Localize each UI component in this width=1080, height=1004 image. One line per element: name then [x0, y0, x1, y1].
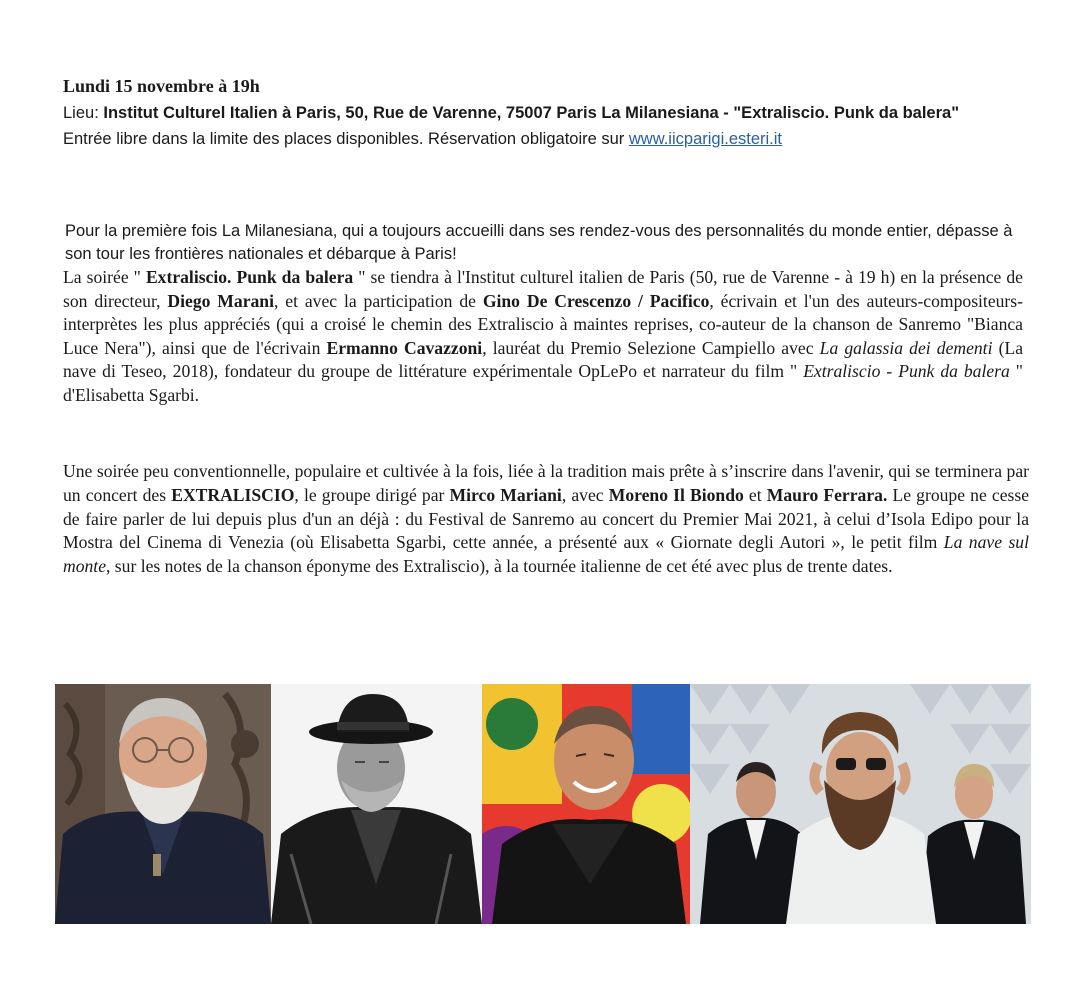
- text-run: Le groupe ne cesse de faire parler de lui depuis plus d'un an déjà : du Festival de Sanremo au concert du Premier Mai 2021, à celui d’Isola Edipo pour la Mostra del Cinema di Venezia (où Elisabetta Sgarbi, cette année, a présenté aux « Giornate degli Autori », le petit film: [63, 484, 1030, 553]
- italic-title: La nave sul monte: [63, 532, 1029, 577]
- text-run: et: [743, 484, 767, 505]
- intro-text: Pour la première fois La Milanesiana, qui a toujours accueilli dans ses rendez-vous des personnalités du monde entier, dépasse à son tour les frontières nationales et débarque à Paris!: [65, 222, 1013, 263]
- bold-name: Ermanno Cavazzoni: [326, 337, 483, 358]
- paragraph-2: [63, 460, 1029, 579]
- text-run: (La nave di Teseo, 2018), fondateur du groupe de littérature expérimentale OpLePo et narrateur du film ": [63, 337, 1024, 382]
- event-date: Lundi 15 novembre à 19h: [63, 76, 260, 96]
- text-run: , écrivain et l'un des auteurs-compositeurs-interprètes les plus appréciés (qui a croisé le chemin des Extraliscio à maintes reprises, co-auteur de la chanson de Sanremo "Bianca Luce Nera"), ainsi que de l'écrivain: [63, 290, 1023, 358]
- italic-title: La galassia dei dementi: [819, 337, 993, 358]
- paragraph-1: [63, 266, 1023, 408]
- bold-name: Mirco Mariani: [449, 484, 562, 505]
- bold-name: Mauro Ferrara.: [766, 484, 888, 505]
- bold-title: Extraliscio. Punk da balera: [145, 267, 354, 287]
- text-run: , sur les notes de la chanson éponyme des Extraliscio), à la tournée italienne de cet été avec plus de trente dates.: [106, 556, 893, 577]
- event-entry-info: [63, 130, 782, 149]
- text-run: " se tiendra à l'Institut culturel italien de Paris (50, rue de Varenne - à 19 h) en la présence de son directeur,: [63, 267, 1023, 311]
- bold-name: Diego Marani: [167, 290, 274, 311]
- photo-diego-marani: [55, 684, 271, 924]
- location-label: Lieu:: [63, 104, 104, 122]
- text-run: Une soirée peu conventionnelle, populaire et cultivée à la fois, liée à la tradition mais prête à s’inscrire dans l'avenir, qui se terminera par un concert des: [63, 461, 1029, 505]
- text-run: La soirée ": [63, 267, 146, 287]
- paragraph-intro-block: [63, 220, 1023, 408]
- text-run: , lauréat du Premio Selezione Campiello avec: [482, 337, 820, 358]
- text-run: , et avec la participation de: [273, 290, 483, 311]
- text-run: , avec: [561, 484, 609, 505]
- bold-band: EXTRALISCIO: [171, 484, 295, 505]
- italic-title: Extraliscio - Punk da balera: [803, 361, 1010, 382]
- photo-strip: [55, 684, 1031, 924]
- photo-extraliscio-group: [690, 684, 1031, 924]
- text-run: " d'Elisabetta Sgarbi.: [63, 361, 1023, 405]
- text-run: , le groupe dirigé par: [294, 484, 450, 505]
- photo-gino-de-crescenzo: [271, 684, 482, 924]
- bold-name: Gino De Crescenzo / Pacifico: [482, 290, 710, 311]
- location-value: Institut Culturel Italien à Paris, 50, Rue de Varenne, 75007 Paris La Milanesiana - "Extraliscio. Punk da balera": [103, 104, 960, 122]
- entry-text: Entrée libre dans la limite des places disponibles. Réservation obligatoire sur: [63, 130, 629, 148]
- photo-ermanno-cavazzoni: [482, 684, 690, 924]
- reservation-link[interactable]: www.iicparigi.esteri.it: [628, 130, 783, 148]
- event-location: [63, 104, 959, 123]
- bold-name: Moreno Il Biondo: [608, 484, 744, 505]
